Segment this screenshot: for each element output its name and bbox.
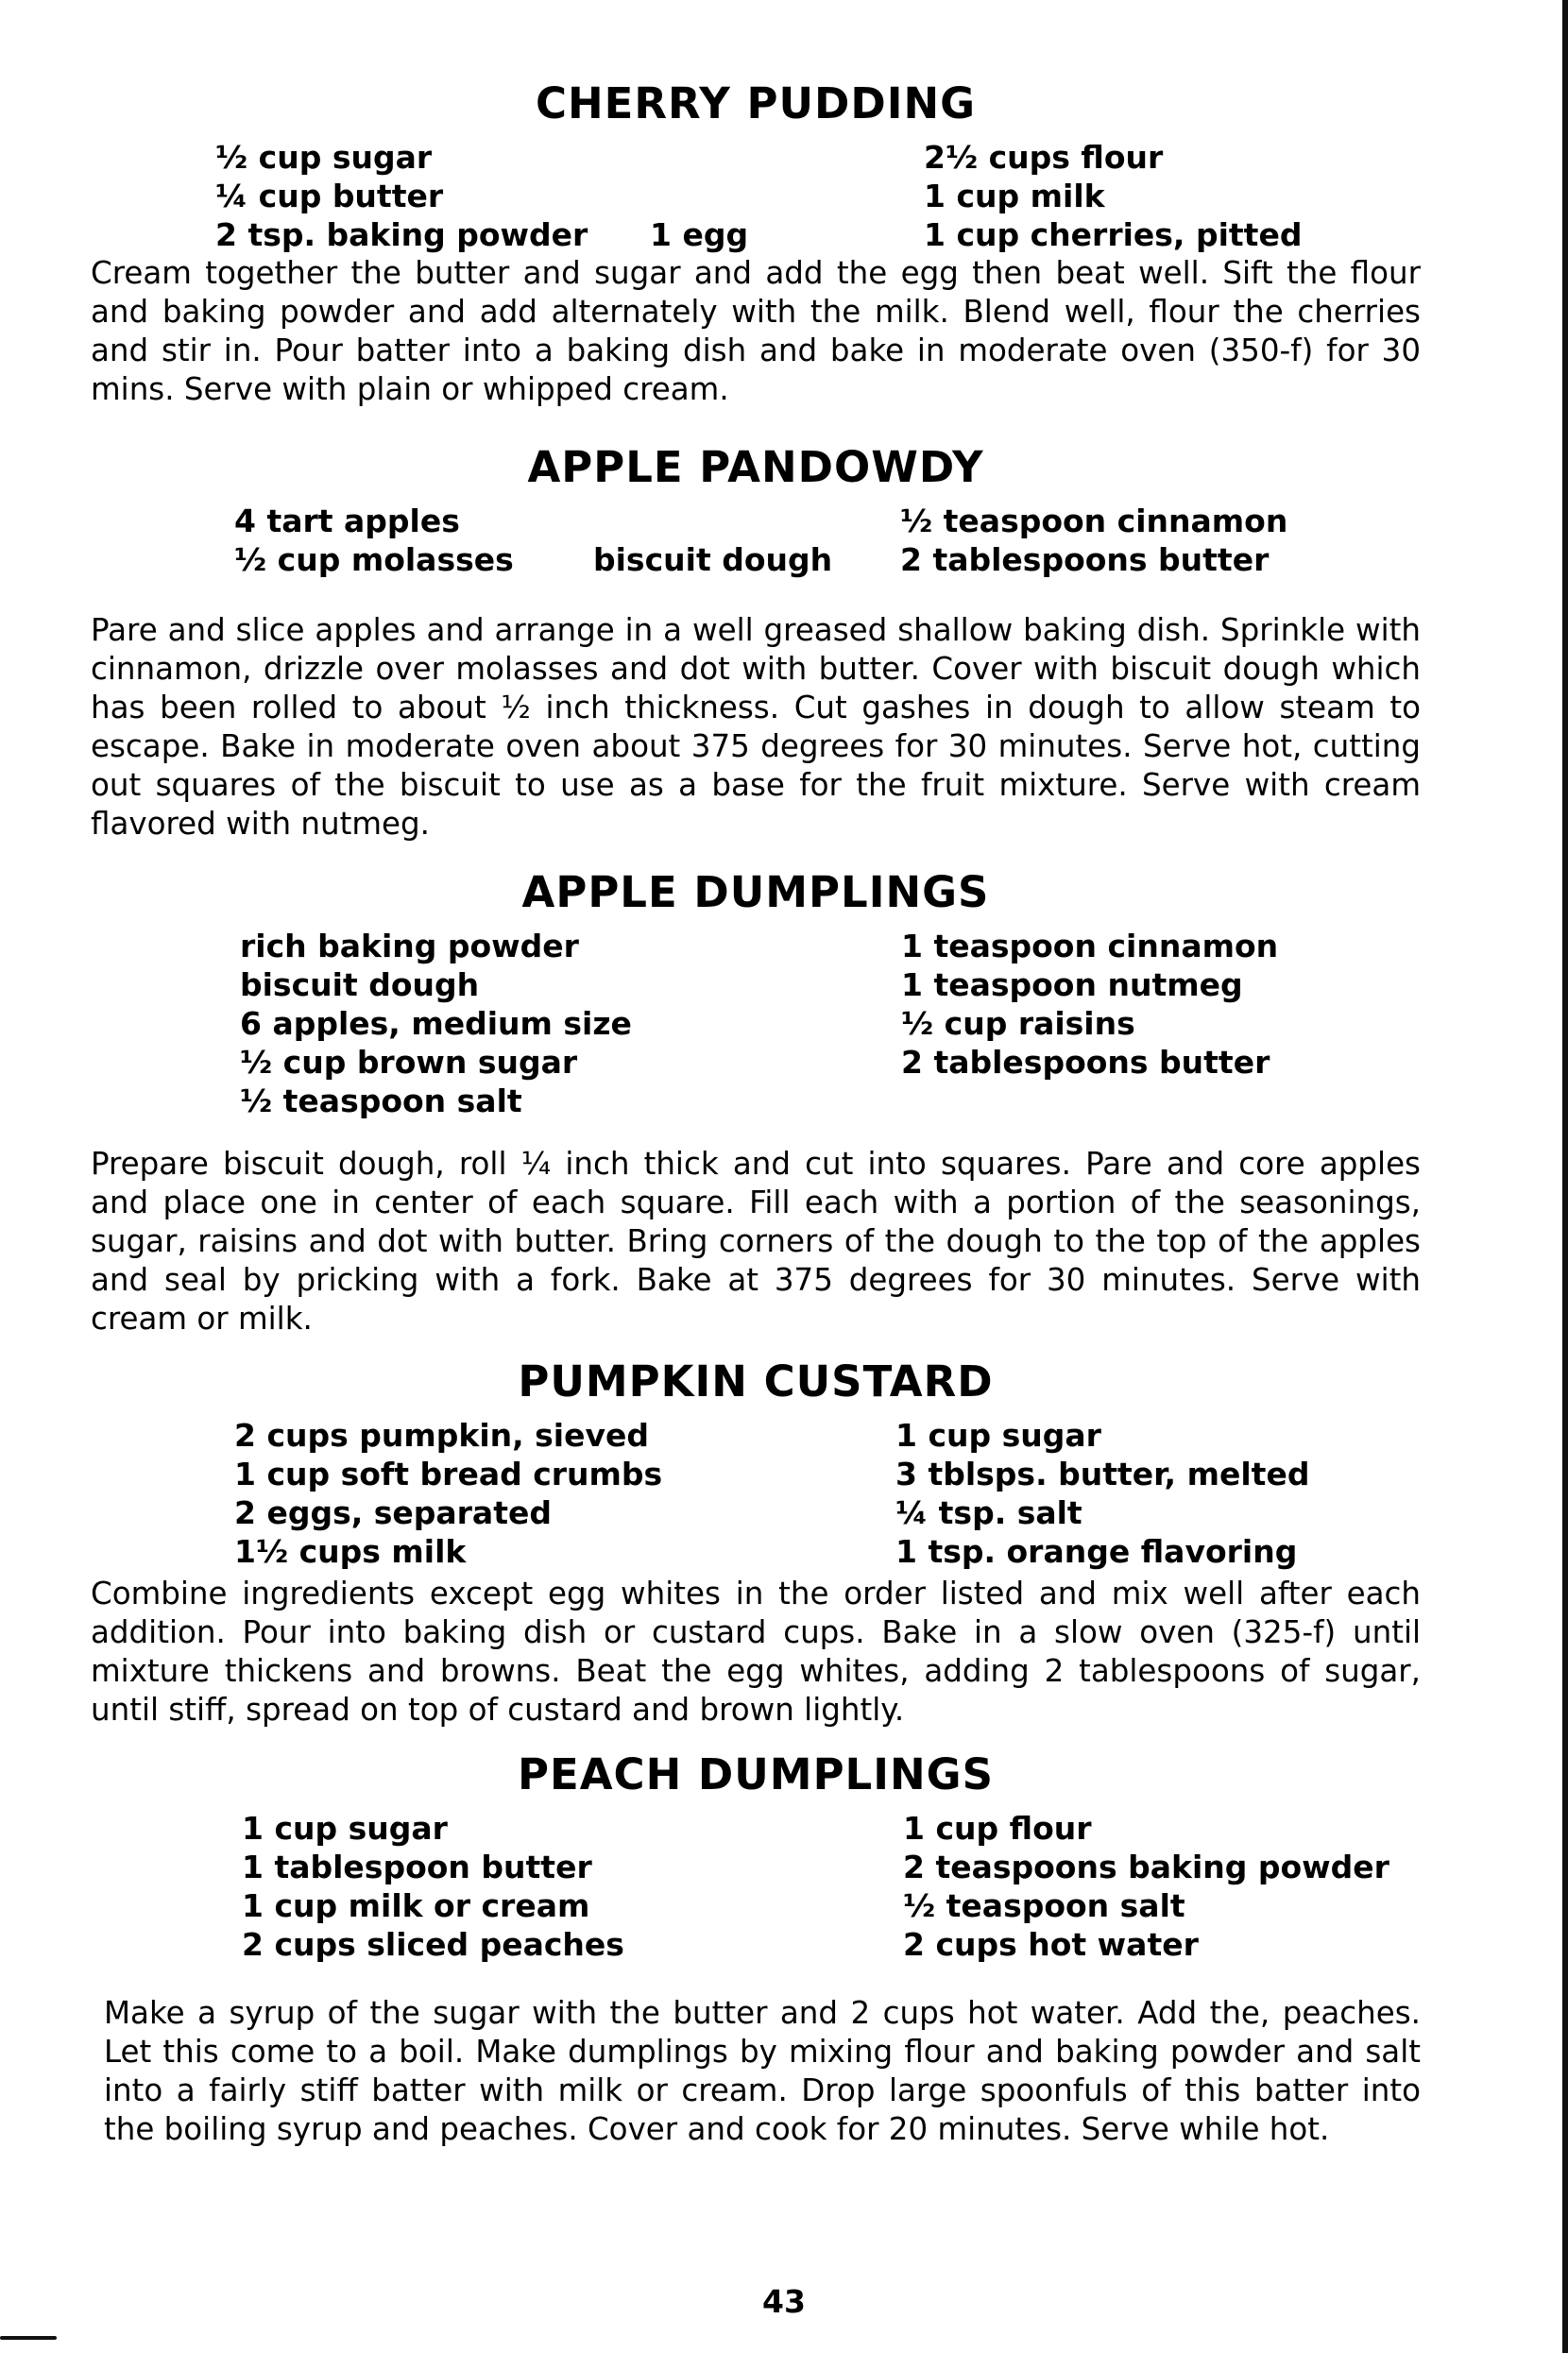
recipe-title: APPLE PANDOWDY: [527, 442, 984, 492]
ingredient: 1 tablespoon butter: [242, 1849, 592, 1885]
ingredient: 2 teaspoons baking powder: [903, 1849, 1389, 1885]
corner-mark: [0, 2336, 57, 2340]
page-number: 43: [762, 2283, 806, 2320]
ingredient: 2 cups pumpkin, sieved: [234, 1417, 650, 1454]
recipe-directions: Cream together the butter and sugar and add the egg then beat well. Sift the flour and baking powder and add alternately with the milk. Blend well, flour the cherries and stir in. Pour batter into a baking dish and bake in moderate oven (350-f) for 30 mins. Serve with plain or whipped cream.: [91, 255, 1421, 407]
ingredient-list: [91, 927, 1421, 1120]
ingredient: 1 teaspoon cinnamon: [901, 928, 1279, 964]
ingredient: ½ cup sugar: [215, 139, 433, 176]
ingredient: 1 cup sugar: [895, 1417, 1101, 1454]
recipe-page: [91, 77, 1421, 2149]
ingredient: ½ cup brown sugar: [240, 1044, 578, 1081]
ingredient: 6 apples, medium size: [240, 1005, 632, 1042]
ingredient: 2 cups hot water: [903, 1926, 1199, 1963]
ingredient: ½ cup raisins: [901, 1005, 1135, 1042]
ingredient-list: [91, 1416, 1421, 1571]
recipe-title: CHERRY PUDDING: [535, 78, 977, 128]
ingredient: 1 cup cherries, pitted: [924, 216, 1303, 253]
ingredient: 4 tart apples: [234, 503, 460, 539]
ingredient-list: [91, 1809, 1421, 1964]
ingredient: [650, 177, 924, 215]
ingredient: ¼ tsp. salt: [895, 1494, 1082, 1531]
ingredient: [650, 138, 924, 177]
recipe-directions: Pare and slice apples and arrange in a well greased shallow baking dish. Sprinkle with cinnamon, drizzle over molasses and dot with butter. Cover with biscuit dough which has been rolled to about ½ inch thickness. Cut gashes in dough to allow steam to escape. Bake in moderate oven about 375 degrees for 30 minutes. Serve hot, cutting out squares of the biscuit to use as a base for the fruit mixture. Serve with cream flavored with nutmeg.: [91, 612, 1421, 842]
ingredient: 1 cup milk: [924, 178, 1105, 214]
ingredient: ½ cup molasses: [234, 541, 514, 578]
recipe-pumpkin-custard: [91, 1356, 1421, 1730]
ingredient: [593, 502, 900, 540]
ingredient: 2 tablespoons butter: [900, 541, 1270, 578]
ingredient: ¼ cup butter: [215, 178, 444, 214]
recipe-apple-dumplings: [91, 866, 1421, 1338]
ingredient: biscuit dough: [593, 541, 833, 578]
recipe-peach-dumplings: [91, 1748, 1421, 2149]
ingredient: ½ teaspoon cinnamon: [900, 503, 1288, 539]
recipe-directions: Make a syrup of the sugar with the butter and 2 cups hot water. Add the, peaches. Let this come to a boil. Make dumplings by mixing flour and baking powder and salt into a fairly stiff batter with milk or cream. Drop large spoonfuls of this batter into the boiling syrup and peaches. Cover and cook for 20 minutes. Serve while hot.: [104, 1995, 1421, 2147]
ingredient: ½ teaspoon salt: [903, 1887, 1185, 1924]
recipe-apple-pandowdy: [91, 441, 1421, 844]
ingredient: 1 cup sugar: [242, 1810, 448, 1847]
ingredient-list: [91, 502, 1421, 579]
ingredient: 1 cup milk or cream: [242, 1887, 590, 1924]
ingredient: 1 egg: [650, 216, 749, 253]
ingredient: 3 tblsps. butter, melted: [895, 1456, 1310, 1492]
ingredient: 1 cup flour: [903, 1810, 1092, 1847]
ingredient: 1 cup soft bread crumbs: [234, 1456, 663, 1492]
ingredient: 2 eggs, separated: [234, 1494, 552, 1531]
ingredient: biscuit dough: [240, 966, 480, 1003]
recipe-cherry-pudding: [91, 77, 1421, 409]
ingredient: ½ teaspoon salt: [240, 1083, 522, 1119]
ingredient: rich baking powder: [240, 928, 579, 964]
ingredient: 2 tsp. baking powder: [215, 216, 588, 253]
recipe-directions: Combine ingredients except egg whites in the order listed and mix well after each addition. Pour into baking dish or custard cups. Bake in a slow oven (325-f) until mixture thickens and browns. Beat the egg whites, adding 2 tablespoons of sugar, until stiff, spread on top of custard and brown lightly.: [91, 1576, 1421, 1728]
recipe-title: APPLE DUMPLINGS: [521, 867, 990, 917]
recipe-title: PEACH DUMPLINGS: [518, 1749, 994, 1799]
ingredient: 2 tablespoons butter: [901, 1044, 1270, 1081]
ingredient: 2 cups sliced peaches: [242, 1926, 624, 1963]
ingredient: 1 tsp. orange flavoring: [895, 1533, 1298, 1570]
ingredient: 2½ cups flour: [924, 139, 1164, 176]
recipe-directions: Prepare biscuit dough, roll ¼ inch thick and cut into squares. Pare and core apples and place one in center of each square. Fill each with a portion of the seasonings, sugar, raisins and dot with butter. Bring corners of the dough to the top of the apples and seal by pricking with a fork. Bake at 375 degrees for 30 minutes. Serve with cream or milk.: [91, 1146, 1421, 1337]
page-edge-shadow: [1562, 0, 1568, 2353]
ingredient: 1½ cups milk: [234, 1533, 467, 1570]
ingredient: 1 teaspoon nutmeg: [901, 966, 1243, 1003]
recipe-title: PUMPKIN CUSTARD: [518, 1356, 994, 1407]
ingredient: [901, 1082, 1421, 1120]
ingredient-list: [91, 138, 1421, 254]
